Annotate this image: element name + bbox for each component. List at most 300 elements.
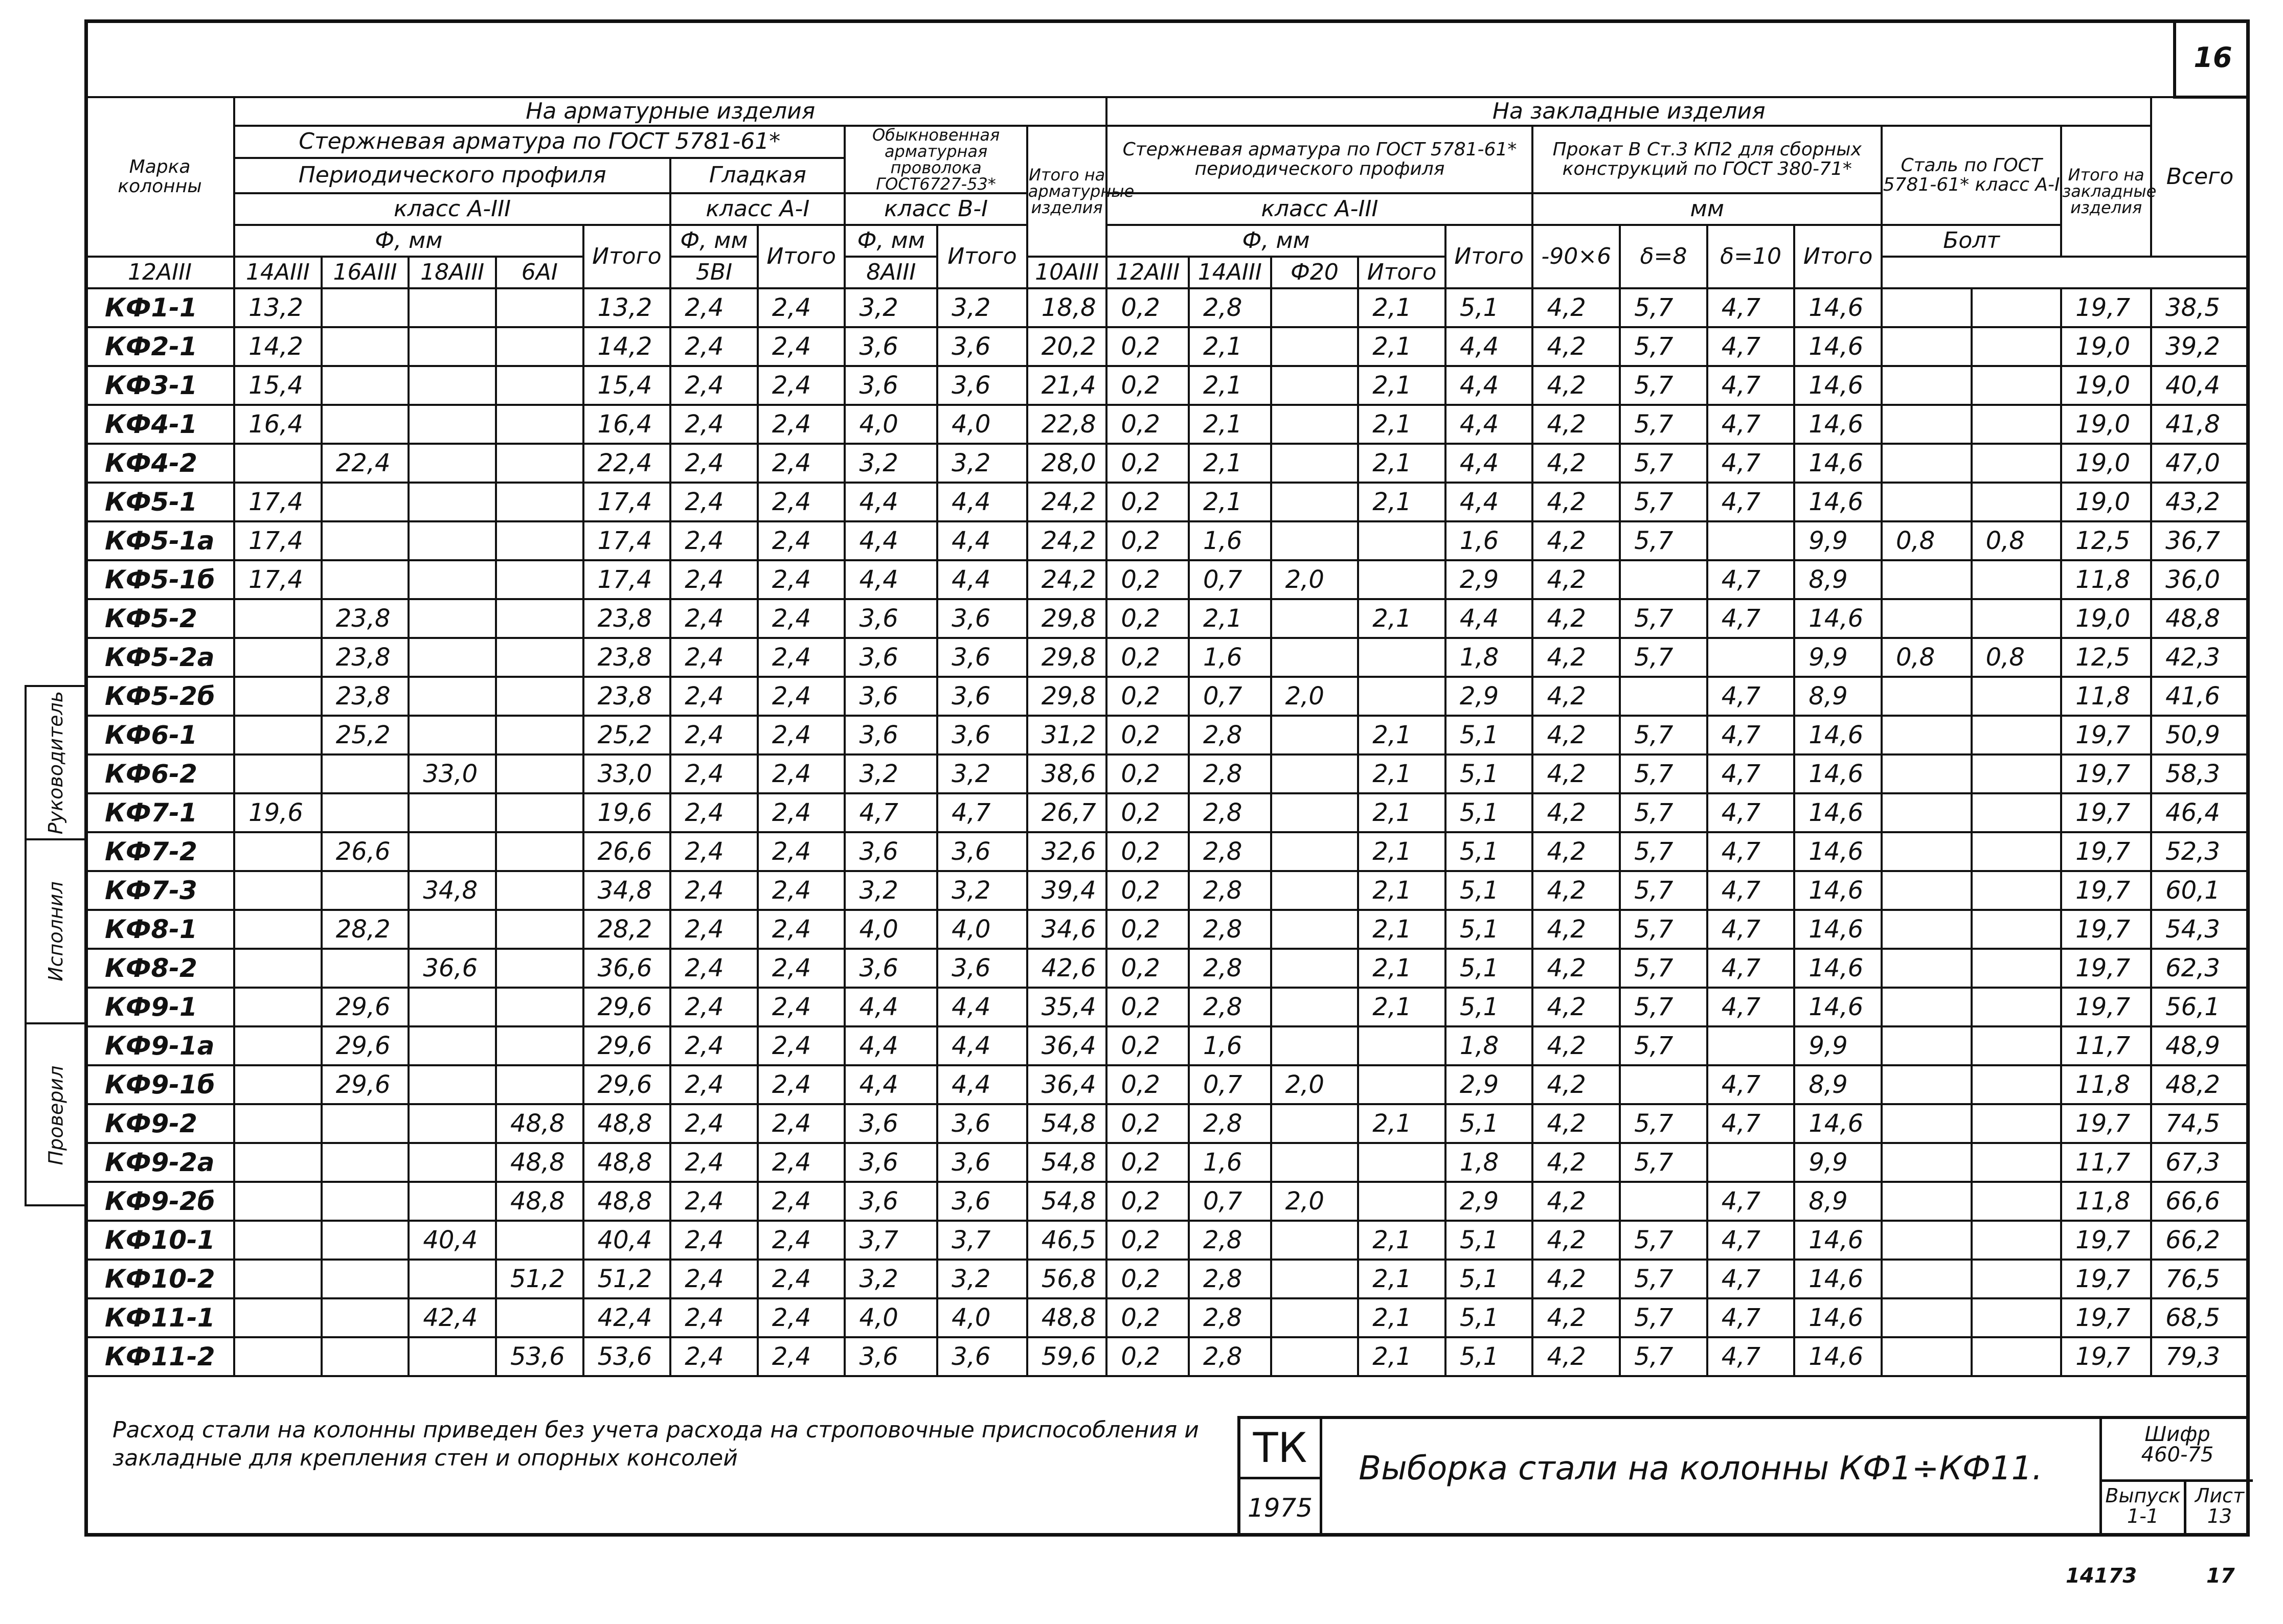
table-cell: 0,2 bbox=[1106, 366, 1189, 405]
table-cell: 3,2 bbox=[937, 1260, 1027, 1298]
table-cell: 4,7 bbox=[1707, 677, 1795, 716]
table-cell bbox=[1882, 1026, 1972, 1065]
table-cell: 2,1 bbox=[1358, 366, 1445, 405]
table-row bbox=[85, 949, 2249, 988]
table-cell: 4,2 bbox=[1532, 599, 1620, 638]
table-cell: 2,1 bbox=[1358, 1298, 1445, 1337]
table-cell: 0,2 bbox=[1106, 871, 1189, 910]
table-cell bbox=[496, 483, 583, 521]
table-cell bbox=[1972, 405, 2062, 444]
table-cell: 36,6 bbox=[583, 949, 671, 988]
column-mark-cell: КФ4-1 bbox=[85, 405, 234, 444]
side-cell-ispolnil bbox=[27, 840, 85, 1024]
table-cell bbox=[409, 560, 496, 599]
hdr-col-itogo-bolt: Итого bbox=[1358, 257, 1445, 288]
table-cell: 1,6 bbox=[1445, 521, 1533, 560]
hdr-period: Периодического профиля bbox=[234, 158, 670, 193]
table-cell bbox=[1972, 988, 2062, 1026]
table-cell: 14,6 bbox=[1794, 793, 1882, 832]
table-cell bbox=[1882, 1065, 1972, 1104]
table-cell bbox=[409, 327, 496, 366]
table-cell: 4,4 bbox=[937, 560, 1027, 599]
table-cell bbox=[322, 405, 409, 444]
table-cell: 24,2 bbox=[1027, 560, 1107, 599]
table-cell bbox=[234, 677, 322, 716]
table-row bbox=[85, 1143, 2249, 1182]
table-cell: 2,4 bbox=[758, 1104, 845, 1143]
hdr-col-14a3: 14АIII bbox=[234, 257, 322, 288]
table-cell: 4,7 bbox=[1707, 599, 1795, 638]
steel-schedule-table bbox=[84, 96, 2250, 1377]
stamp-vypusk bbox=[2099, 1479, 2186, 1537]
table-cell: 3,6 bbox=[937, 1104, 1027, 1143]
hdr-sterzh-gost: Стержневая арматура по ГОСТ 5781-61* bbox=[234, 126, 845, 158]
table-cell: 2,4 bbox=[758, 754, 845, 793]
table-cell bbox=[409, 638, 496, 677]
table-cell: 4,2 bbox=[1532, 677, 1620, 716]
page-number: 16 bbox=[2173, 19, 2250, 99]
table-cell: 4,7 bbox=[1707, 483, 1795, 521]
hdr-prokat: Прокат В Ст.3 КП2 для сборных конструкций по ГОСТ 380-71* bbox=[1532, 126, 1882, 193]
table-cell: 0,2 bbox=[1106, 1143, 1189, 1182]
table-cell: 29,6 bbox=[583, 1065, 671, 1104]
table-cell: 12,5 bbox=[2061, 638, 2151, 677]
table-cell bbox=[1972, 949, 2062, 988]
table-cell: 4,0 bbox=[845, 405, 937, 444]
hdr-obyknov: Обыкновенная арматурная проволока ГОСТ6727-53* bbox=[845, 126, 1027, 193]
hdr-gladkaya: Гладкая bbox=[670, 158, 845, 193]
table-cell: 4,4 bbox=[845, 483, 937, 521]
column-mark-cell: КФ5-2б bbox=[85, 677, 234, 716]
table-cell: 4,7 bbox=[1707, 327, 1795, 366]
hdr-sterzh-zakl: Стержневая арматура по ГОСТ 5781-61* периодического профиля bbox=[1106, 126, 1532, 193]
table-cell bbox=[1358, 638, 1445, 677]
table-cell: 0,8 bbox=[1972, 521, 2062, 560]
table-cell: 31,2 bbox=[1027, 716, 1107, 754]
table-cell bbox=[496, 677, 583, 716]
table-cell: 3,6 bbox=[845, 832, 937, 871]
table-cell: 34,6 bbox=[1027, 910, 1107, 949]
table-cell: 5,7 bbox=[1620, 521, 1707, 560]
column-mark-cell: КФ5-1 bbox=[85, 483, 234, 521]
table-cell: 4,2 bbox=[1532, 327, 1620, 366]
table-cell: 0,2 bbox=[1106, 560, 1189, 599]
table-cell: 2,8 bbox=[1189, 1260, 1271, 1298]
table-cell: 2,8 bbox=[1189, 288, 1271, 327]
hdr-col-5b1: 5ВI bbox=[670, 257, 758, 288]
table-cell bbox=[1271, 521, 1359, 560]
table-cell: 2,1 bbox=[1358, 1337, 1445, 1376]
table-cell bbox=[1271, 871, 1359, 910]
table-cell: 16,4 bbox=[583, 405, 671, 444]
table-cell: 25,2 bbox=[322, 716, 409, 754]
table-cell: 2,4 bbox=[758, 988, 845, 1026]
table-cell bbox=[496, 910, 583, 949]
table-cell: 14,6 bbox=[1794, 716, 1882, 754]
table-cell: 14,2 bbox=[583, 327, 671, 366]
table-cell bbox=[1972, 832, 2062, 871]
table-cell: 5,7 bbox=[1620, 988, 1707, 1026]
table-cell: 23,8 bbox=[583, 599, 671, 638]
table-cell bbox=[1271, 716, 1359, 754]
table-cell: 2,1 bbox=[1358, 288, 1445, 327]
table-cell: 2,8 bbox=[1189, 793, 1271, 832]
table-cell: 4,7 bbox=[1707, 1337, 1795, 1376]
table-cell: 2,1 bbox=[1358, 444, 1445, 483]
table-cell: 2,4 bbox=[758, 1065, 845, 1104]
column-mark-cell: КФ9-1 bbox=[85, 988, 234, 1026]
table-cell: 40,4 bbox=[409, 1221, 496, 1260]
table-cell bbox=[1882, 599, 1972, 638]
table-cell: 5,7 bbox=[1620, 366, 1707, 405]
table-cell: 2,4 bbox=[758, 910, 845, 949]
table-cell: 19,7 bbox=[2061, 1104, 2151, 1143]
table-cell: 2,4 bbox=[758, 793, 845, 832]
table-cell bbox=[496, 521, 583, 560]
table-cell: 54,3 bbox=[2151, 910, 2249, 949]
table-cell: 2,1 bbox=[1358, 1104, 1445, 1143]
hdr-col-10a3: 10АIII bbox=[1027, 257, 1107, 288]
table-cell: 0,2 bbox=[1106, 1026, 1189, 1065]
table-cell bbox=[1271, 1026, 1359, 1065]
table-cell: 14,6 bbox=[1794, 871, 1882, 910]
stamp-cipher-value: 460-75 bbox=[2141, 1443, 2214, 1467]
table-cell: 2,8 bbox=[1189, 988, 1271, 1026]
table-cell: 14,6 bbox=[1794, 444, 1882, 483]
table-cell: 2,1 bbox=[1358, 1260, 1445, 1298]
table-cell bbox=[1620, 1065, 1707, 1104]
table-cell: 3,6 bbox=[845, 1104, 937, 1143]
table-cell: 4,4 bbox=[1445, 483, 1533, 521]
table-row bbox=[85, 910, 2249, 949]
table-cell: 41,6 bbox=[2151, 677, 2249, 716]
table-cell bbox=[409, 366, 496, 405]
table-cell bbox=[496, 327, 583, 366]
hdr-col-itogo-prokat: Итого bbox=[1794, 225, 1882, 288]
table-cell bbox=[234, 444, 322, 483]
table-cell: 68,5 bbox=[2151, 1298, 2249, 1337]
hdr-col-14a3-zakl: 14АIII bbox=[1189, 257, 1271, 288]
table-cell: 4,2 bbox=[1532, 1260, 1620, 1298]
table-cell bbox=[1972, 366, 2062, 405]
table-cell: 3,6 bbox=[937, 1337, 1027, 1376]
table-cell: 4,2 bbox=[1532, 1026, 1620, 1065]
table-cell: 2,4 bbox=[670, 1221, 758, 1260]
stamp-list bbox=[2186, 1479, 2253, 1537]
table-cell: 19,7 bbox=[2061, 988, 2151, 1026]
table-cell: 4,0 bbox=[937, 910, 1027, 949]
table-cell bbox=[1271, 366, 1359, 405]
table-cell bbox=[1358, 560, 1445, 599]
table-cell: 19,0 bbox=[2061, 599, 2151, 638]
table-cell: 2,0 bbox=[1271, 1065, 1359, 1104]
table-cell: 2,4 bbox=[670, 483, 758, 521]
column-mark-cell: КФ9-1а bbox=[85, 1026, 234, 1065]
table-cell: 4,2 bbox=[1532, 716, 1620, 754]
table-cell: 3,7 bbox=[845, 1221, 937, 1260]
table-cell: 5,7 bbox=[1620, 716, 1707, 754]
column-mark-cell: КФ1-1 bbox=[85, 288, 234, 327]
table-cell: 2,1 bbox=[1358, 327, 1445, 366]
table-cell: 53,6 bbox=[583, 1337, 671, 1376]
table-cell: 19,6 bbox=[583, 793, 671, 832]
table-cell: 3,2 bbox=[845, 754, 937, 793]
table-cell: 8,9 bbox=[1794, 677, 1882, 716]
table-cell bbox=[322, 366, 409, 405]
table-row bbox=[85, 327, 2249, 366]
table-cell bbox=[496, 444, 583, 483]
table-cell: 4,7 bbox=[1707, 1065, 1795, 1104]
table-cell bbox=[234, 1143, 322, 1182]
table-cell bbox=[1882, 405, 1972, 444]
table-cell: 3,6 bbox=[845, 1337, 937, 1376]
table-cell: 4,2 bbox=[1532, 444, 1620, 483]
table-cell: 2,4 bbox=[758, 288, 845, 327]
table-cell: 0,2 bbox=[1106, 677, 1189, 716]
table-cell: 4,7 bbox=[937, 793, 1027, 832]
table-cell: 41,8 bbox=[2151, 405, 2249, 444]
hdr-col-8a3: 8АIII bbox=[845, 257, 937, 288]
table-cell: 4,4 bbox=[845, 988, 937, 1026]
table-cell: 14,6 bbox=[1794, 366, 1882, 405]
table-cell: 5,7 bbox=[1620, 1260, 1707, 1298]
table-cell: 66,6 bbox=[2151, 1182, 2249, 1221]
table-cell: 19,7 bbox=[2061, 793, 2151, 832]
table-cell: 4,7 bbox=[1707, 444, 1795, 483]
table-cell: 2,4 bbox=[670, 327, 758, 366]
table-cell: 5,7 bbox=[1620, 1026, 1707, 1065]
table-cell: 56,8 bbox=[1027, 1260, 1107, 1298]
hdr-col-itogo-a1: Итого bbox=[758, 225, 845, 288]
table-cell bbox=[234, 832, 322, 871]
table-cell bbox=[1972, 716, 2062, 754]
hdr-stal: Сталь по ГОСТ 5781-61* класс А-I bbox=[1882, 126, 2061, 225]
stamp-list-label: Лист bbox=[2195, 1484, 2245, 1507]
table-cell bbox=[1882, 483, 1972, 521]
table-cell: 2,4 bbox=[758, 871, 845, 910]
table-cell: 0,2 bbox=[1106, 483, 1189, 521]
table-cell: 2,8 bbox=[1189, 1298, 1271, 1337]
table-cell: 4,4 bbox=[937, 1065, 1027, 1104]
table-cell bbox=[1972, 444, 2062, 483]
table-cell: 5,1 bbox=[1445, 1104, 1533, 1143]
column-mark-cell: КФ9-2 bbox=[85, 1104, 234, 1143]
table-cell: 17,4 bbox=[234, 521, 322, 560]
table-row bbox=[85, 521, 2249, 560]
table-cell: 19,7 bbox=[2061, 871, 2151, 910]
table-cell: 42,4 bbox=[583, 1298, 671, 1337]
table-cell bbox=[1358, 1143, 1445, 1182]
table-cell: 0,2 bbox=[1106, 1260, 1189, 1298]
table-cell: 39,4 bbox=[1027, 871, 1107, 910]
table-cell: 2,1 bbox=[1358, 793, 1445, 832]
table-cell: 2,4 bbox=[758, 1143, 845, 1182]
column-mark-cell: КФ3-1 bbox=[85, 366, 234, 405]
table-cell bbox=[1271, 405, 1359, 444]
table-cell: 0,2 bbox=[1106, 988, 1189, 1026]
table-cell bbox=[496, 754, 583, 793]
table-cell bbox=[1882, 560, 1972, 599]
table-cell bbox=[1358, 1182, 1445, 1221]
hdr-col-itogo-zakl-a3: Итого bbox=[1445, 225, 1533, 288]
table-cell: 11,8 bbox=[2061, 1065, 2151, 1104]
table-row bbox=[85, 1104, 2249, 1143]
table-cell bbox=[234, 910, 322, 949]
table-cell: 4,2 bbox=[1532, 754, 1620, 793]
table-cell: 3,6 bbox=[937, 599, 1027, 638]
table-cell: 3,7 bbox=[937, 1221, 1027, 1260]
table-cell: 3,6 bbox=[937, 716, 1027, 754]
table-cell bbox=[322, 560, 409, 599]
table-cell: 3,6 bbox=[937, 638, 1027, 677]
table-cell bbox=[1271, 754, 1359, 793]
table-cell: 2,9 bbox=[1445, 1182, 1533, 1221]
table-cell: 2,4 bbox=[670, 949, 758, 988]
table-cell: 5,1 bbox=[1445, 949, 1533, 988]
table-cell: 4,2 bbox=[1532, 405, 1620, 444]
table-cell: 5,7 bbox=[1620, 1221, 1707, 1260]
table-cell: 3,6 bbox=[845, 327, 937, 366]
table-cell: 3,6 bbox=[845, 1143, 937, 1182]
table-cell bbox=[1972, 1298, 2062, 1337]
stamp-title: Выборка стали на колонны КФ1÷КФ11. bbox=[1359, 1450, 2043, 1488]
table-cell: 0,2 bbox=[1106, 1182, 1189, 1221]
table-cell: 18,8 bbox=[1027, 288, 1107, 327]
table-cell: 3,6 bbox=[937, 949, 1027, 988]
table-cell: 4,2 bbox=[1532, 638, 1620, 677]
table-cell bbox=[234, 1298, 322, 1337]
table-cell: 4,4 bbox=[1445, 366, 1533, 405]
table-cell bbox=[1972, 1337, 2062, 1376]
table-cell: 2,4 bbox=[758, 1221, 845, 1260]
table-cell: 2,1 bbox=[1358, 1221, 1445, 1260]
table-cell: 14,6 bbox=[1794, 1298, 1882, 1337]
table-cell bbox=[1972, 677, 2062, 716]
table-cell: 9,9 bbox=[1794, 638, 1882, 677]
table-cell: 5,7 bbox=[1620, 1104, 1707, 1143]
footer-code: 14173 bbox=[2066, 1564, 2137, 1588]
table-cell bbox=[322, 1298, 409, 1337]
hdr-col-d10: δ=10 bbox=[1707, 225, 1795, 288]
table-cell: 2,4 bbox=[758, 560, 845, 599]
table-cell: 2,1 bbox=[1189, 444, 1271, 483]
table-cell: 0,7 bbox=[1189, 1182, 1271, 1221]
table-cell: 5,7 bbox=[1620, 638, 1707, 677]
table-cell: 14,6 bbox=[1794, 949, 1882, 988]
table-cell: 74,5 bbox=[2151, 1104, 2249, 1143]
table-cell: 2,4 bbox=[758, 1260, 845, 1298]
table-cell: 14,6 bbox=[1794, 832, 1882, 871]
table-cell: 42,6 bbox=[1027, 949, 1107, 988]
table-cell: 2,1 bbox=[1189, 366, 1271, 405]
table-cell bbox=[496, 1221, 583, 1260]
table-cell: 19,7 bbox=[2061, 288, 2151, 327]
table-cell: 5,7 bbox=[1620, 832, 1707, 871]
column-mark-cell: КФ5-1б bbox=[85, 560, 234, 599]
hdr-col-itogo-b1: Итого bbox=[937, 225, 1027, 288]
table-cell: 1,6 bbox=[1189, 638, 1271, 677]
table-cell: 23,8 bbox=[583, 638, 671, 677]
table-cell: 29,6 bbox=[322, 1026, 409, 1065]
hdr-itogo-zakl: Итого на закладные изделия bbox=[2061, 126, 2151, 257]
hdr-armaturnye: На арматурные изделия bbox=[234, 97, 1106, 126]
table-cell bbox=[1882, 1104, 1972, 1143]
table-cell: 4,7 bbox=[1707, 910, 1795, 949]
table-cell: 2,4 bbox=[670, 1065, 758, 1104]
table-cell: 4,2 bbox=[1532, 521, 1620, 560]
table-cell: 60,1 bbox=[2151, 871, 2249, 910]
hdr-col-12a3: 12АIII bbox=[85, 257, 234, 288]
table-cell bbox=[1972, 871, 2062, 910]
table-cell: 38,5 bbox=[2151, 288, 2249, 327]
table-cell: 2,1 bbox=[1358, 949, 1445, 988]
table-cell: 3,6 bbox=[937, 1182, 1027, 1221]
table-cell: 14,6 bbox=[1794, 988, 1882, 1026]
table-cell: 19,7 bbox=[2061, 1221, 2151, 1260]
table-cell: 29,8 bbox=[1027, 638, 1107, 677]
table-cell: 4,7 bbox=[1707, 871, 1795, 910]
table-cell bbox=[234, 1337, 322, 1376]
table-cell: 3,6 bbox=[845, 677, 937, 716]
table-cell bbox=[1972, 1221, 2062, 1260]
hdr-mm: мм bbox=[1532, 193, 1882, 225]
column-mark-cell: КФ2-1 bbox=[85, 327, 234, 366]
table-cell: 4,2 bbox=[1532, 1104, 1620, 1143]
table-cell: 5,7 bbox=[1620, 1337, 1707, 1376]
table-cell: 4,2 bbox=[1532, 366, 1620, 405]
table-cell: 43,2 bbox=[2151, 483, 2249, 521]
table-cell bbox=[1882, 871, 1972, 910]
table-cell: 48,8 bbox=[583, 1143, 671, 1182]
table-cell: 35,4 bbox=[1027, 988, 1107, 1026]
table-cell: 5,7 bbox=[1620, 871, 1707, 910]
table-cell: 2,4 bbox=[758, 1182, 845, 1221]
table-cell: 14,6 bbox=[1794, 910, 1882, 949]
table-cell: 2,8 bbox=[1189, 949, 1271, 988]
table-cell: 24,2 bbox=[1027, 521, 1107, 560]
hdr-klass-a3: класс А-III bbox=[234, 193, 670, 225]
table-cell: 4,7 bbox=[1707, 1182, 1795, 1221]
table-cell bbox=[496, 405, 583, 444]
table-cell: 2,1 bbox=[1358, 405, 1445, 444]
table-cell: 54,8 bbox=[1027, 1104, 1107, 1143]
table-cell: 19,7 bbox=[2061, 754, 2151, 793]
table-cell bbox=[1882, 988, 1972, 1026]
table-cell bbox=[1271, 793, 1359, 832]
table-cell: 2,4 bbox=[758, 521, 845, 560]
hdr-col-itogo-a3: Итого bbox=[583, 225, 671, 288]
column-mark-cell: КФ7-3 bbox=[85, 871, 234, 910]
table-cell: 2,0 bbox=[1271, 1182, 1359, 1221]
table-cell bbox=[409, 288, 496, 327]
table-cell: 40,4 bbox=[2151, 366, 2249, 405]
table-cell: 2,4 bbox=[670, 560, 758, 599]
table-cell: 4,7 bbox=[1707, 366, 1795, 405]
table-cell: 2,1 bbox=[1358, 599, 1445, 638]
table-cell: 2,1 bbox=[1358, 716, 1445, 754]
table-cell: 23,8 bbox=[583, 677, 671, 716]
table-cell: 4,7 bbox=[845, 793, 937, 832]
table-cell bbox=[322, 1260, 409, 1298]
table-cell bbox=[1882, 832, 1972, 871]
table-cell: 3,6 bbox=[845, 599, 937, 638]
table-cell bbox=[322, 1182, 409, 1221]
table-cell bbox=[234, 599, 322, 638]
table-cell bbox=[409, 444, 496, 483]
table-cell: 5,1 bbox=[1445, 793, 1533, 832]
table-cell: 36,4 bbox=[1027, 1026, 1107, 1065]
table-cell: 4,2 bbox=[1532, 1143, 1620, 1182]
